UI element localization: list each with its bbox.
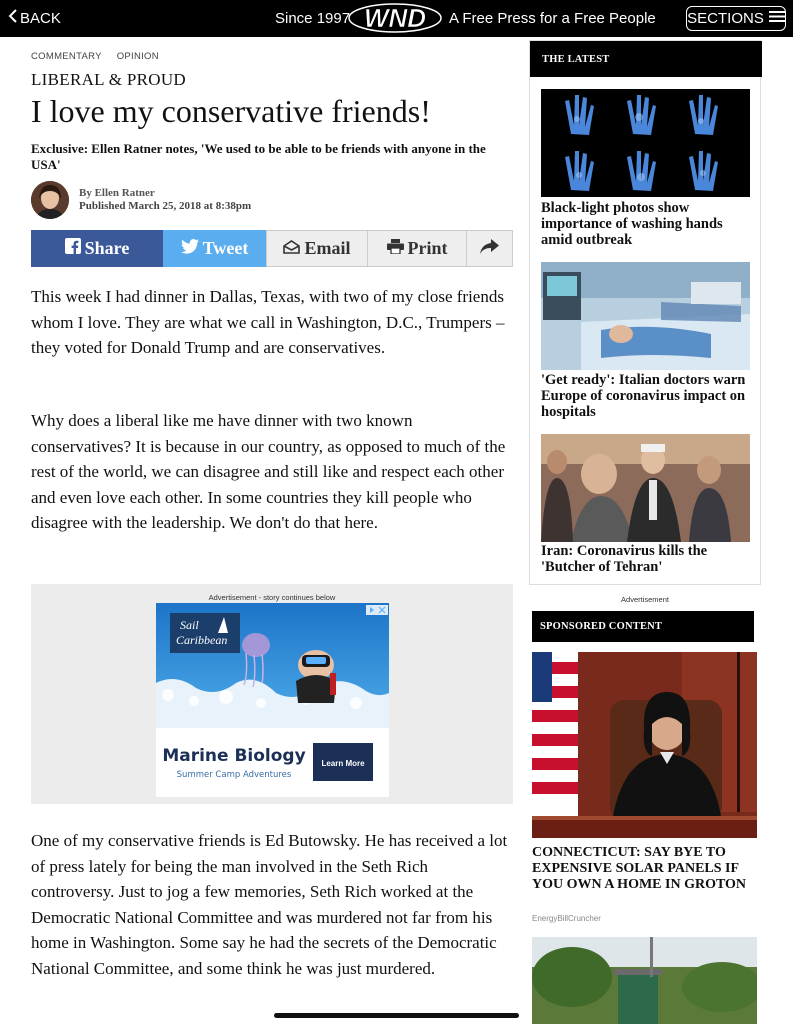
wnd-logo[interactable] [348, 3, 442, 33]
author-avatar[interactable] [31, 181, 69, 219]
back-label: BACK [20, 9, 61, 27]
story-title[interactable]: Iran: Coronavirus kills the 'Butcher of Tehran' [541, 543, 708, 575]
print-button[interactable] [368, 230, 467, 267]
back-button[interactable] [8, 9, 61, 27]
article-paragraph: One of my conservative friends is Ed Butowsky. He has received a lot of press lately for being the man involved in the Seth Rich controversy. Just to jog a few memories, Seth Rich worked at the Democratic National Committee and was murdered not far from his home in Washington. Some say he had the secrets of the Democratic National Committee, and some think he was just murdered. [31, 831, 508, 978]
print-label: Print [407, 238, 448, 258]
byline-text [79, 187, 251, 213]
sponsored-heading: SPONSORED CONTENT [532, 611, 754, 642]
story-title[interactable]: Black-light photos show importance of washing hands amid outbreak [541, 200, 723, 248]
hamburger-icon [769, 10, 785, 27]
category-commentary[interactable]: COMMENTARY [31, 51, 102, 62]
envelope-icon [283, 238, 300, 259]
email-label: Email [304, 238, 351, 258]
ad-label: Advertisement - story continues below [208, 593, 336, 602]
adchoices-icon [366, 605, 388, 615]
sponsored-source[interactable]: EnergyBillCruncher [532, 914, 601, 923]
ad-subtitle: Summer Camp Adventures [176, 770, 292, 780]
facebook-icon [65, 238, 81, 259]
email-button[interactable] [266, 230, 368, 267]
category-links [31, 51, 171, 62]
article-paragraph: Why does a liberal like me have dinner with two known conservatives? It is because in our country, as opposed to much of the rest of the world, we can disagree and still like and respect each other and even love each other. In some countries they kill people who disagree with the leadership. We don't do that here. [31, 411, 506, 532]
chevron-left-icon [8, 9, 18, 27]
in-article-ad [31, 584, 513, 804]
ad-brand-line2: Caribbean [176, 633, 228, 647]
ad-title: Marine Biology [162, 746, 306, 766]
story-title[interactable]: 'Get ready': Italian doctors warn Europe of coronavirus impact on hospitals [541, 372, 746, 420]
tweet-button[interactable] [163, 230, 266, 267]
share-arrow-icon [480, 238, 499, 259]
logo-text: WND [363, 3, 427, 33]
ad-cta: Learn More [321, 759, 365, 768]
article-headline: I love my conservative friends! [31, 93, 431, 129]
since-text: Since 1997 [275, 10, 351, 27]
twitter-bird-icon [181, 238, 199, 259]
article-kicker: LIBERAL & PROUD [31, 70, 186, 89]
story-image-iran-officials[interactable] [541, 434, 750, 542]
sections-menu-button[interactable] [686, 6, 786, 31]
share-label: Share [84, 238, 130, 258]
more-share-button[interactable] [467, 230, 513, 267]
story-image-italian-hospital[interactable] [541, 262, 750, 370]
facebook-share-button[interactable] [31, 230, 163, 267]
top-bar [0, 0, 793, 37]
printer-icon [387, 238, 404, 259]
latest-heading: THE LATEST [530, 41, 762, 77]
article-paragraph: This week I had dinner in Dallas, Texas, with two of my close friends whom I love. They are what we call in Washington, D.C., Trumpers – they voted for Donald Trump and are conservatives. [31, 287, 505, 357]
author-link[interactable]: Ellen Ratner [94, 187, 155, 199]
ad-creative[interactable] [156, 603, 389, 797]
tagline: A Free Press for a Free People [449, 10, 656, 27]
ad-brand-line1: Sail [180, 618, 199, 632]
category-opinion[interactable]: OPINION [116, 51, 159, 62]
sponsored-title[interactable]: CONNECTICUT: SAY BYE TO EXPENSIVE SOLAR PANELS IF YOU OWN A HOME IN GROTON [532, 845, 747, 892]
tweet-label: Tweet [202, 238, 249, 258]
share-bar [31, 230, 513, 267]
story-image-blacklight-hands[interactable] [541, 89, 750, 197]
published-date: Published March 25, 2018 at 8:38pm [79, 200, 252, 212]
sponsored-image-judge[interactable] [532, 652, 757, 838]
sections-label: SECTIONS [687, 10, 764, 27]
byline-prefix: By [79, 187, 92, 199]
article-dek: Exclusive: Ellen Ratner notes, 'We used to be able to be friends with anyone in the USA' [31, 141, 486, 172]
latest-panel [529, 40, 761, 585]
advertisement-label: Advertisement [621, 595, 669, 604]
sponsored-image-garden[interactable] [532, 937, 757, 1024]
byline [31, 181, 251, 219]
home-indicator[interactable] [274, 1013, 519, 1018]
